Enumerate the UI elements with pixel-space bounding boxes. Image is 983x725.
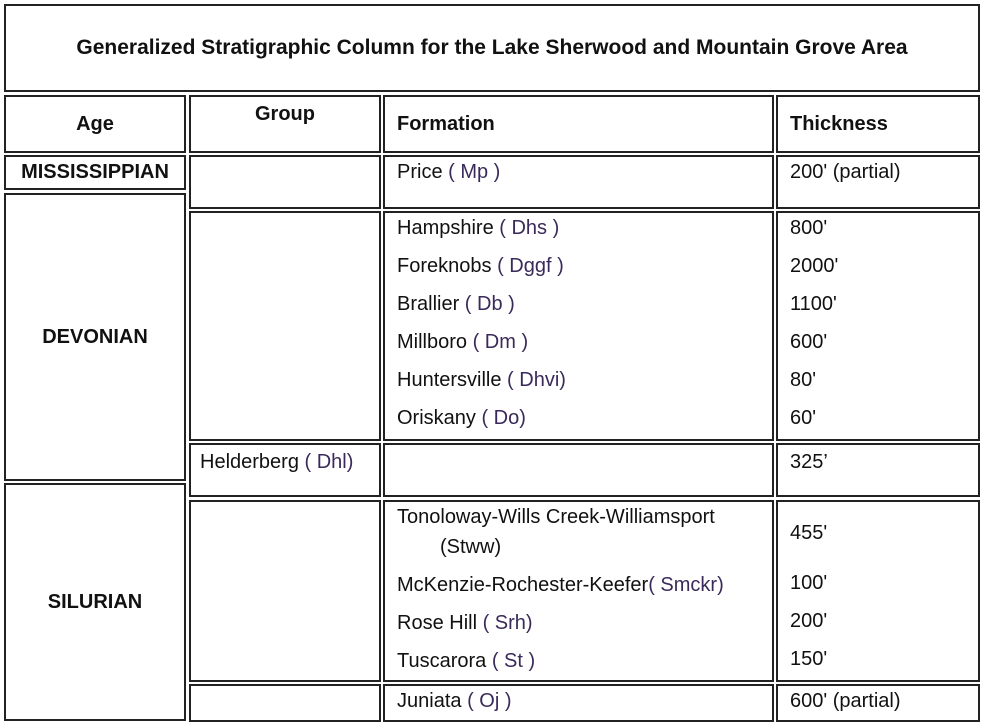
formation-item <box>397 255 564 278</box>
formation-cell-silurian <box>383 500 774 682</box>
thickness-value: 200' (partial) <box>790 161 901 183</box>
thickness-value: 80' <box>790 369 817 391</box>
header-age <box>4 95 186 153</box>
thickness-value: 600' <box>790 331 828 353</box>
thickness-value: 455' <box>790 522 828 544</box>
formation-code: ( Dhs ) <box>499 217 560 239</box>
thickness-value: 325’ <box>790 451 828 473</box>
formation-name: McKenzie-Rochester-Keefer <box>397 574 649 596</box>
formation-name: Rose Hill <box>397 612 483 634</box>
formation-item <box>397 690 512 713</box>
formation-code: ( Do) <box>481 407 526 429</box>
formation-item <box>397 407 526 430</box>
formation-item <box>397 331 528 354</box>
group-cell-devonian <box>189 211 381 441</box>
table-title <box>4 4 980 92</box>
thickness-value: 600' (partial) <box>790 690 901 712</box>
formation-code: ( Dm ) <box>472 331 529 353</box>
formation-name: (Stww) <box>440 536 502 558</box>
age-silurian <box>4 483 186 721</box>
formation-cell-mississippian <box>383 155 774 209</box>
thickness-value: 1100' <box>790 293 837 315</box>
header-group-label: Group <box>255 103 315 125</box>
formation-item <box>440 536 501 559</box>
header-thickness <box>776 95 980 153</box>
formation-code: ( Oj ) <box>467 690 512 712</box>
formation-item <box>397 574 724 597</box>
formation-name: Hampshire <box>397 217 500 239</box>
formation-name: Tonoloway-Wills Creek-Williamsport <box>397 506 715 528</box>
thickness-value: 2000' <box>790 255 839 277</box>
formation-code: ( Srh) <box>482 612 533 634</box>
formation-item <box>397 506 715 529</box>
group-name: Helderberg <box>200 451 305 473</box>
formation-name: Huntersville <box>397 369 508 391</box>
formation-name: Juniata <box>397 690 468 712</box>
formation-name: Millboro <box>397 331 473 353</box>
formation-name: Brallier <box>397 293 465 315</box>
formation-code: ( Mp ) <box>448 161 501 183</box>
formation-name: Tuscarora <box>397 650 492 672</box>
header-group <box>189 95 381 153</box>
group-cell-helderberg <box>189 443 381 497</box>
formation-code: ( Dggf ) <box>497 255 564 277</box>
header-age-label: Age <box>76 112 114 135</box>
formation-item <box>397 161 500 184</box>
thickness-cell-silurian <box>776 500 980 682</box>
formation-item <box>397 650 535 673</box>
age-mississippian <box>4 155 186 190</box>
formation-name: Price <box>397 161 449 183</box>
formation-item <box>397 369 566 392</box>
header-formation <box>383 95 774 153</box>
thickness-value: 800' <box>790 217 828 239</box>
formation-item <box>397 217 559 240</box>
thickness-value: 200' <box>790 610 828 632</box>
thickness-value: 150' <box>790 648 828 670</box>
age-devonian <box>4 193 186 481</box>
title-text: Generalized Stratigraphic Column for the Lake Sherwood and Mountain Grove Area <box>76 36 908 59</box>
group-cell-juniata <box>189 684 381 722</box>
thickness-cell-devonian <box>776 211 980 441</box>
age-mississippian-label: MISSISSIPPIAN <box>21 161 169 183</box>
formation-name: Oriskany <box>397 407 482 429</box>
group-cell-silurian <box>189 500 381 682</box>
thickness-cell-juniata <box>776 684 980 722</box>
formation-name: Foreknobs <box>397 255 498 277</box>
header-thickness-label: Thickness <box>790 113 888 135</box>
formation-cell-juniata <box>383 684 774 722</box>
group-item <box>200 451 353 474</box>
group-cell-mississippian <box>189 155 381 209</box>
formation-item <box>397 293 515 316</box>
formation-code: ( Dhvi) <box>507 369 566 391</box>
formation-code: ( Db ) <box>464 293 515 315</box>
formation-cell-devonian <box>383 211 774 441</box>
formation-cell-helderberg <box>383 443 774 497</box>
age-silurian-label: SILURIAN <box>47 590 143 613</box>
thickness-value: 60' <box>790 407 817 429</box>
header-formation-label: Formation <box>397 113 495 135</box>
group-code: ( Dhl) <box>304 451 354 473</box>
formation-item <box>397 612 533 635</box>
thickness-cell-mississippian <box>776 155 980 209</box>
age-devonian-label: DEVONIAN <box>42 325 148 348</box>
thickness-cell-helderberg <box>776 443 980 497</box>
thickness-value: 100' <box>790 572 828 594</box>
formation-code: ( St ) <box>491 650 536 672</box>
formation-code: ( Smckr) <box>648 574 724 596</box>
